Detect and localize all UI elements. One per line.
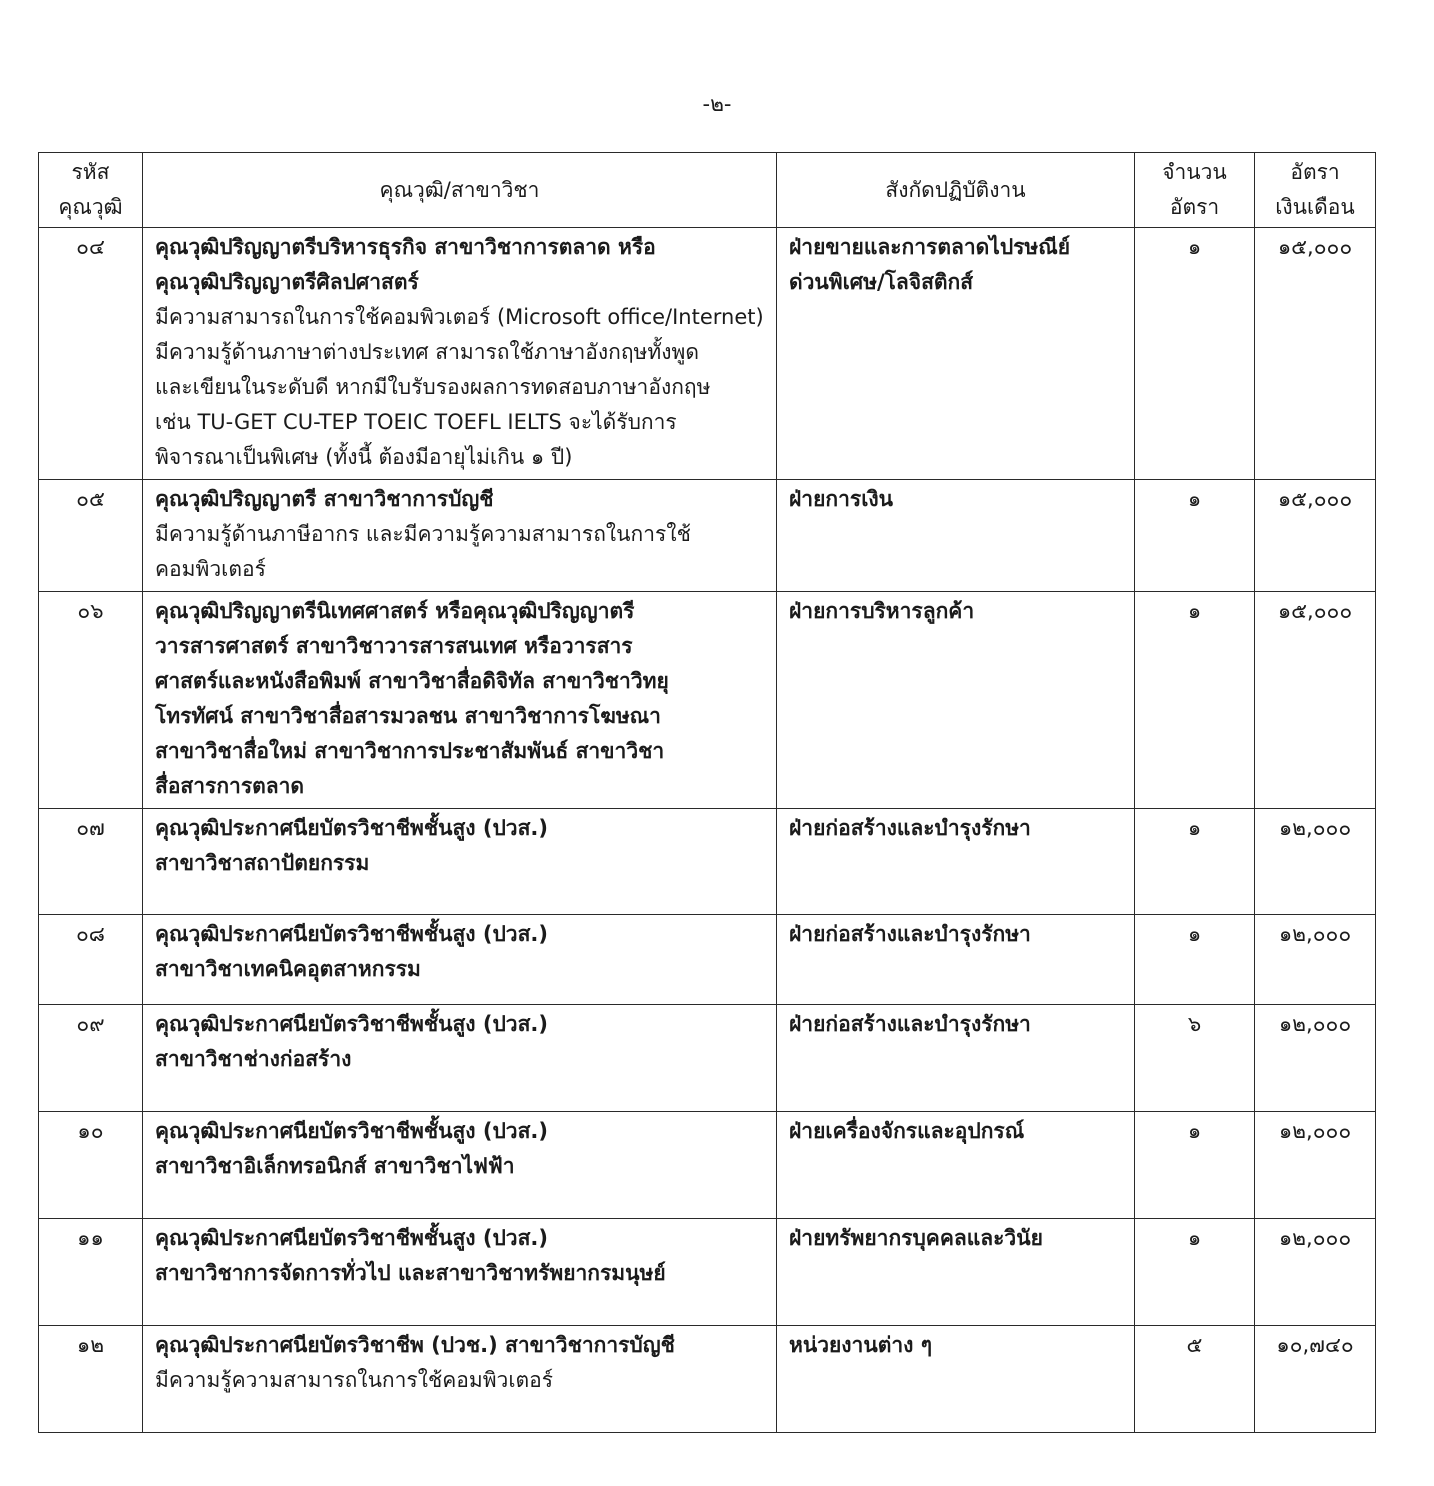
- unit-line: ฝ่ายเครื่องจักรและอุปกรณ์: [789, 1119, 1025, 1143]
- unit-line: ฝ่ายขายและการตลาดไปรษณีย์: [789, 235, 1071, 259]
- salary-rate: ๑๒,๐๐๐: [1255, 915, 1376, 1005]
- unit-line: ฝ่ายก่อสร้างและบำรุงรักษา: [789, 816, 1031, 840]
- position-count: ๑: [1135, 228, 1255, 480]
- qualification-title-line: สาขาวิชาสื่อใหม่ สาขาวิชาการประชาสัมพันธ์ สาขาวิชา: [155, 739, 665, 763]
- header-salary-line-1: อัตรา: [1290, 160, 1340, 184]
- qualification-code: ๐๘: [39, 915, 143, 1005]
- header-code-line-1: รหัส: [71, 160, 110, 184]
- qualification-cell: [143, 480, 777, 592]
- table-row: [39, 1005, 1376, 1112]
- unit-line: หน่วยงานต่าง ๆ: [789, 1333, 932, 1357]
- qualification-detail-line: มีความสามารถในการใช้คอมพิวเตอร์ (Microsoft office/Internet): [155, 305, 764, 329]
- qualification-code: ๐๕: [39, 480, 143, 592]
- salary-rate: ๑๐,๗๔๐: [1255, 1326, 1376, 1433]
- qualification-code: ๑๒: [39, 1326, 143, 1433]
- unit-cell: [777, 480, 1135, 592]
- qualification-title-line: สาขาวิชาอิเล็กทรอนิกส์ สาขาวิชาไฟฟ้า: [155, 1154, 515, 1178]
- header-salary: [1255, 153, 1376, 228]
- qualification-title-line: คุณวุฒิประกาศนียบัตรวิชาชีพชั้นสูง (ปวส.): [155, 1119, 548, 1143]
- salary-rate: ๑๕,๐๐๐: [1255, 480, 1376, 592]
- unit-cell: [777, 1326, 1135, 1433]
- salary-rate: ๑๕,๐๐๐: [1255, 228, 1376, 480]
- salary-rate: ๑๕,๐๐๐: [1255, 592, 1376, 809]
- qualification-cell: [143, 915, 777, 1005]
- position-count: ๑: [1135, 809, 1255, 915]
- header-count: [1135, 153, 1255, 228]
- qualification-title-line: คุณวุฒิปริญญาตรี สาขาวิชาการบัญชี: [155, 487, 494, 511]
- qualification-title-line: สาขาวิชาช่างก่อสร้าง: [155, 1047, 352, 1071]
- qualification-title-line: คุณวุฒิปริญญาตรีศิลปศาสตร์: [155, 270, 419, 294]
- salary-rate: ๑๒,๐๐๐: [1255, 809, 1376, 915]
- qualification-code: ๐๖: [39, 592, 143, 809]
- unit-line: ฝ่ายการบริหารลูกค้า: [789, 599, 975, 623]
- unit-line: ฝ่ายทรัพยากรบุคคลและวินัย: [789, 1226, 1043, 1250]
- unit-line: ฝ่ายก่อสร้างและบำรุงรักษา: [789, 1012, 1031, 1036]
- header-count-line-2: อัตรา: [1169, 195, 1220, 219]
- header-code-line-2: คุณวุฒิ: [58, 195, 123, 219]
- unit-line: ฝ่ายการเงิน: [789, 487, 893, 511]
- qualification-detail-line: เช่น TU-GET CU-TEP TOEIC TOEFL IELTS จะได้รับการ: [155, 410, 677, 434]
- unit-cell: [777, 1112, 1135, 1219]
- table-row: [39, 228, 1376, 480]
- position-count: ๑: [1135, 480, 1255, 592]
- qualification-detail-line: คอมพิวเตอร์: [155, 557, 266, 581]
- qualification-cell: [143, 809, 777, 915]
- salary-rate: ๑๒,๐๐๐: [1255, 1112, 1376, 1219]
- qualification-title-line: คุณวุฒิประกาศนียบัตรวิชาชีพชั้นสูง (ปวส.): [155, 1012, 548, 1036]
- table-row: [39, 915, 1376, 1005]
- qualification-title-line: ศาสตร์และหนังสือพิมพ์ สาขาวิชาสื่อดิจิทัล สาขาวิชาวิทยุ: [155, 669, 669, 693]
- table-row: [39, 1112, 1376, 1219]
- qualification-title-line: คุณวุฒิประกาศนียบัตรวิชาชีพ (ปวช.) สาขาวิชาการบัญชี: [155, 1333, 675, 1357]
- qualification-title-line: สื่อสารการตลาด: [155, 774, 305, 798]
- qualification-cell: [143, 1219, 777, 1326]
- qualification-code: ๐๔: [39, 228, 143, 480]
- table-row: [39, 1219, 1376, 1326]
- qualification-code: ๐๙: [39, 1005, 143, 1112]
- position-count: ๑: [1135, 915, 1255, 1005]
- qualification-cell: [143, 1326, 777, 1433]
- qualification-cell: [143, 1112, 777, 1219]
- table-body: [39, 228, 1376, 1433]
- unit-cell: [777, 915, 1135, 1005]
- qualification-title-line: สาขาวิชาการจัดการทั่วไป และสาขาวิชาทรัพยากรมนุษย์: [155, 1261, 666, 1285]
- table-header-row: [39, 153, 1376, 228]
- qualification-title-line: คุณวุฒิประกาศนียบัตรวิชาชีพชั้นสูง (ปวส.): [155, 816, 548, 840]
- unit-cell: [777, 228, 1135, 480]
- qualification-detail-line: มีความรู้ด้านภาษีอากร และมีความรู้ความสามารถในการใช้: [155, 522, 691, 546]
- qualification-cell: [143, 228, 777, 480]
- qualification-title-line: สาขาวิชาเทคนิคอุตสาหกรรม: [155, 957, 421, 981]
- header-qualification: คุณวุฒิ/สาขาวิชา: [143, 153, 777, 228]
- salary-rate: ๑๒,๐๐๐: [1255, 1005, 1376, 1112]
- qualification-code: ๑๐: [39, 1112, 143, 1219]
- qualification-detail-line: และเขียนในระดับดี หากมีใบรับรองผลการทดสอบภาษาอังกฤษ: [155, 375, 711, 399]
- salary-rate: ๑๒,๐๐๐: [1255, 1219, 1376, 1326]
- unit-line: ด่วนพิเศษ/โลจิสติกส์: [789, 270, 974, 294]
- qualification-detail-line: พิจารณาเป็นพิเศษ (ทั้งนี้ ต้องมีอายุไม่เกิน ๑ ปี): [155, 445, 573, 469]
- position-count: ๑: [1135, 1219, 1255, 1326]
- position-count: ๑: [1135, 1112, 1255, 1219]
- table-row: [39, 480, 1376, 592]
- unit-line: ฝ่ายก่อสร้างและบำรุงรักษา: [789, 922, 1031, 946]
- qualification-title-line: คุณวุฒิปริญญาตรีบริหารธุรกิจ สาขาวิชาการตลาด หรือ: [155, 235, 656, 259]
- qualification-cell: [143, 1005, 777, 1112]
- qualification-title-line: โทรทัศน์ สาขาวิชาสื่อสารมวลชน สาขาวิชาการโฆษณา: [155, 704, 661, 728]
- unit-cell: [777, 809, 1135, 915]
- qualification-detail-line: มีความรู้ความสามารถในการใช้คอมพิวเตอร์: [155, 1368, 554, 1392]
- table-row: [39, 592, 1376, 809]
- qualification-title-line: วารสารศาสตร์ สาขาวิชาวารสารสนเทศ หรือวารสาร: [155, 634, 633, 658]
- position-count: ๖: [1135, 1005, 1255, 1112]
- qualification-title-line: คุณวุฒิประกาศนียบัตรวิชาชีพชั้นสูง (ปวส.): [155, 1226, 548, 1250]
- unit-cell: [777, 592, 1135, 809]
- table-row: [39, 809, 1376, 915]
- table-row: [39, 1326, 1376, 1433]
- header-count-line-1: จำนวน: [1162, 160, 1227, 184]
- header-salary-line-2: เงินเดือน: [1275, 195, 1355, 219]
- positions-table: [38, 152, 1376, 1433]
- qualification-title-line: คุณวุฒิประกาศนียบัตรวิชาชีพชั้นสูง (ปวส.): [155, 922, 548, 946]
- header-unit: สังกัดปฏิบัติงาน: [777, 153, 1135, 228]
- unit-cell: [777, 1005, 1135, 1112]
- qualification-code: ๐๗: [39, 809, 143, 915]
- qualification-detail-line: มีความรู้ด้านภาษาต่างประเทศ สามารถใช้ภาษาอังกฤษทั้งพูด: [155, 340, 699, 364]
- header-code: [39, 153, 143, 228]
- qualification-title-line: สาขาวิชาสถาปัตยกรรม: [155, 851, 370, 875]
- position-count: ๕: [1135, 1326, 1255, 1433]
- unit-cell: [777, 1219, 1135, 1326]
- page-number: -๒-: [702, 92, 732, 116]
- qualification-cell: [143, 592, 777, 809]
- qualification-code: ๑๑: [39, 1219, 143, 1326]
- qualification-title-line: คุณวุฒิปริญญาตรีนิเทศศาสตร์ หรือคุณวุฒิปริญญาตรี: [155, 599, 635, 623]
- position-count: ๑: [1135, 592, 1255, 809]
